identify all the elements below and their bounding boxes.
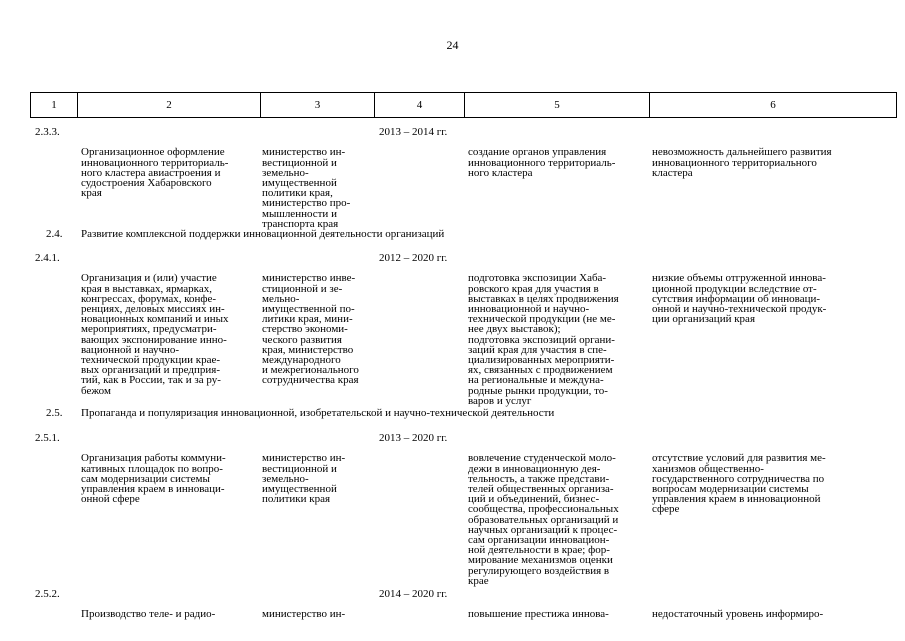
row-executor: министерство ин- bbox=[262, 608, 346, 621]
row-period: 2013 – 2020 гг. bbox=[379, 432, 448, 444]
header-cell-1: 1 bbox=[30, 93, 77, 117]
header-cell-6: 6 bbox=[649, 93, 897, 117]
row-number: 2.3.3. bbox=[35, 126, 60, 138]
row-period: 2012 – 2020 гг. bbox=[379, 252, 448, 264]
row-number: 2.5.2. bbox=[35, 588, 60, 600]
row-period: 2013 – 2014 гг. bbox=[379, 126, 448, 138]
table-header bbox=[30, 92, 897, 118]
row-action: Организационное оформление инновационного территориаль- ного кластера авиастроения и судостроения Хабаровского края bbox=[81, 146, 229, 200]
row-result: вовлечение студенческой моло- дежи в инновационную дея- тельность, а также представи- телей общественных организа- ций и объединений, бизнес- сообщества, профессиональных образовательных организаций и научных организаций к процес- сам организации инновацион- ной деятельности в крае; фор- мирование механизмов оценки регулирующего воздействия в крае bbox=[468, 452, 619, 587]
section-number: 2.4. bbox=[46, 228, 63, 240]
header-cell-4: 4 bbox=[374, 93, 464, 117]
row-result: создание органов управления инновационного территориаль- ного кластера bbox=[468, 146, 616, 179]
row-action: Организация работы коммуни- кативных площадок по вопро- сам модернизации системы управления краем в инноваци- онной сфере bbox=[81, 452, 226, 506]
row-consequence: недостаточный уровень информиро- bbox=[652, 608, 824, 621]
section-title: Развитие комплексной поддержки инновационной деятельности организаций bbox=[81, 228, 445, 240]
row-action: Организация и (или) участие края в выставках, ярмарках, конгрессах, форумах, конфе- ренциях, деловых миссиях ин- новационных компаний и иных мероприятиях, предусматри- вающих экспонирование инно- вационной и научно- технической продукции крае- вых организаций и предприя- тий, как в России, так и за ру- бежом bbox=[81, 272, 229, 397]
row-number: 2.4.1. bbox=[35, 252, 60, 264]
row-consequence: низкие объемы отгруженной иннова- ционной продукции вследствие от- сутствия информации об инноваци- онной и научно-технической продук- ции организаций края bbox=[652, 272, 827, 326]
section-number: 2.5. bbox=[46, 407, 63, 419]
header-cell-3: 3 bbox=[260, 93, 374, 117]
row-number: 2.5.1. bbox=[35, 432, 60, 444]
row-executor: министерство ин- вестиционной и земельно- имущественной политики края, министерство про- мышленности и транспорта края bbox=[262, 146, 351, 230]
row-consequence: невозможность дальнейшего развития инновационного территориального кластера bbox=[652, 146, 832, 179]
header-cell-5: 5 bbox=[464, 93, 649, 117]
section-title: Пропаганда и популяризация инновационной, изобретательской и научно-технической деятельности bbox=[81, 407, 555, 419]
page-number: 24 bbox=[446, 38, 459, 52]
row-action: Производство теле- и радио- bbox=[81, 608, 216, 621]
row-result: подготовка экспозиции Хаба- ровского края для участия в выставках в целях продвижения инновационной и научно- технической продукции (не ме- нее двух выставок); подготовка экспозиций органи- заций края для участия в спе- циализированных мероприяти- ях, связанных с продвижением на региональные и междуна- родные рынки продукции, то- варов и услуг bbox=[468, 272, 619, 407]
row-consequence: отсутствие условий для развития ме- ханизмов общественно- государственного сотрудничества по вопросам модернизации системы управления краем в инновационной сфере bbox=[652, 452, 826, 516]
header-cell-2: 2 bbox=[77, 93, 260, 117]
row-result: повышение престижа иннова- bbox=[468, 608, 609, 621]
row-period: 2014 – 2020 гг. bbox=[379, 588, 448, 600]
row-executor: министерство инве- стиционной и зе- мельно- имущественной по- литики края, мини- стерство экономи- ческого развития края, министерство международного и межрегионального сотрудничества края bbox=[262, 272, 359, 387]
row-executor: министерство ин- вестиционной и земельно- имущественной политики края bbox=[262, 452, 346, 506]
